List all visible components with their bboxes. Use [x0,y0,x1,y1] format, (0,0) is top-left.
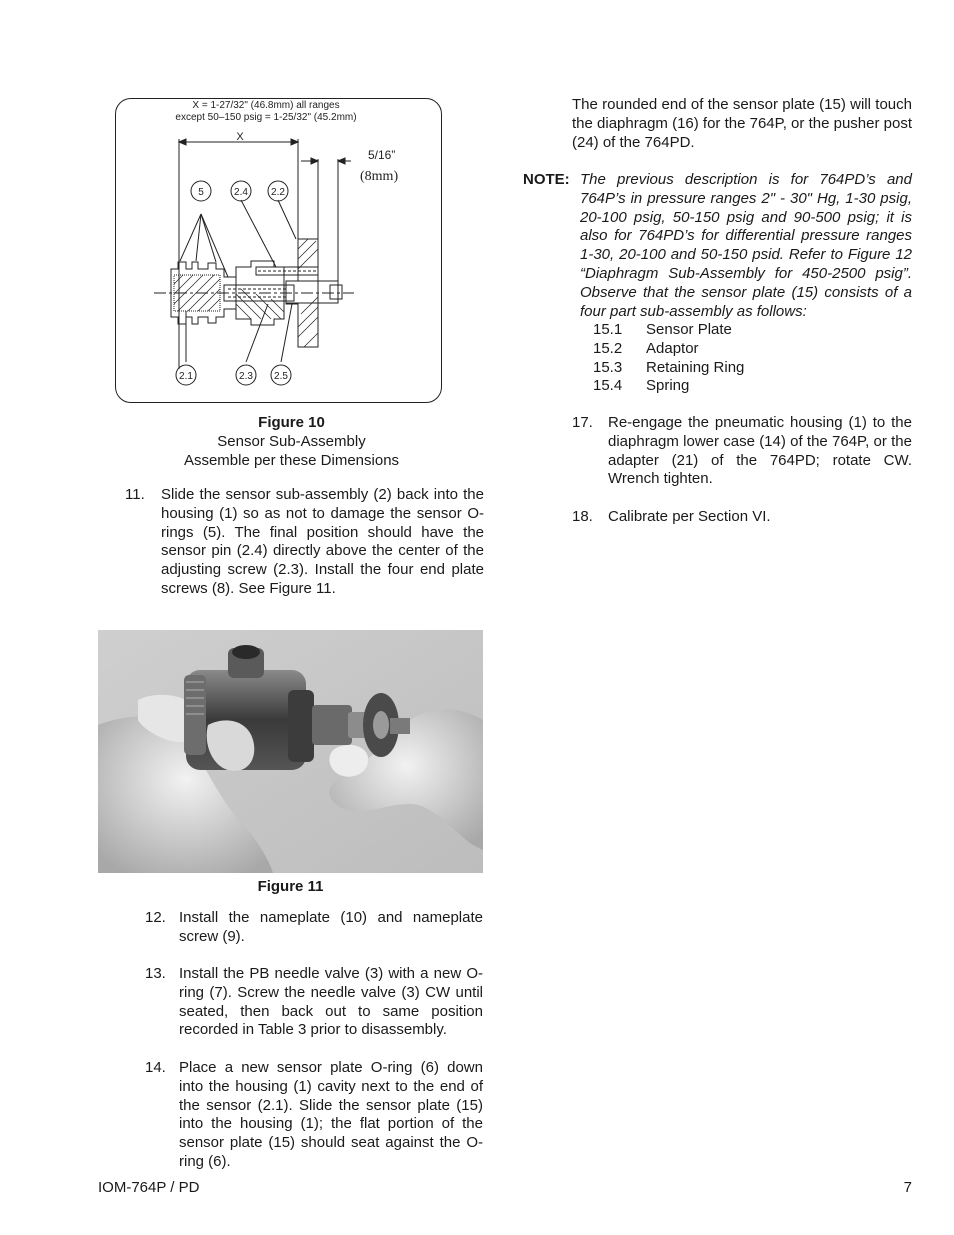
step-text: Place a new sensor plate O-ring (6) down into the housing (1) cavity next to the end of the sensor (2.1). Slide the sensor plate (15) into the housing (1); the flat portion of the sensor plate (15) should seat against the O-ring (6). [179,1059,483,1170]
sensor-assembly-diagram [116,99,441,402]
figure-11-photo [98,630,483,873]
figure-10-frame [115,98,442,403]
callout-label: 2.4 [234,187,248,198]
step-number: 13. [145,965,166,982]
step-text: Install the nameplate (10) and nameplate screw (9). [179,909,483,945]
footer-page-number: 7 [903,1179,912,1196]
figure-10-note-line1: X = 1-27/32" (46.8mm) all ranges [192,100,340,111]
callout-label: 2.1 [179,371,193,382]
figure-11-caption: Figure 11 [257,878,324,895]
step-11 [125,486,485,601]
sensor-plate-parts-list [593,321,843,396]
right-intro-paragraph: The rounded end of the sensor plate (15) will touch the diaphragm (16) for the 764P, or the pusher post (24) of the 764PD. [572,96,912,151]
step-number: 17. [572,414,593,431]
callout-label: 5 [198,187,204,198]
callout-label: 2.3 [239,371,253,382]
part-item [593,377,843,396]
part-number: 15.4 [593,377,623,395]
step-text: Calibrate per Section VI. [608,508,771,525]
part-name: Spring [646,377,690,395]
step-number: 12. [145,909,166,926]
hands-holding-sensor-housing-image [98,630,483,873]
step-18 [572,508,912,530]
part-name: Sensor Plate [646,321,732,338]
part-number: 15.2 [593,339,623,357]
step-17 [572,414,912,492]
dimension-mm-label: (8mm) [360,169,399,184]
part-number: 15.1 [593,321,623,338]
figure-10-note-line2: except 50–150 psig = 1-25/32" (45.2mm) [175,112,357,123]
part-item [593,321,843,340]
callout-label: 2.2 [271,187,285,198]
step-number: 14. [145,1059,166,1076]
figure-10-caption-line2: Assemble per these Dimensions [183,452,400,469]
dimension-x-label: X [236,131,244,143]
figure-10-caption-title: Figure 10 [258,414,325,431]
footer-document-id: IOM-764P / PD [98,1179,200,1196]
dimension-inch-label: 5/16” [368,148,396,162]
step-text: Re-engage the pneumatic housing (1) to the diaphragm lower case (14) of the 764P, or the adapter (21) of the 764PD; rotate CW. Wrench tighten. [608,414,912,488]
part-name: Adaptor [646,339,699,357]
callout-label: 2.5 [274,371,288,382]
part-name: Retaining Ring [646,358,745,376]
note-text: The previous description is for 764PD’s and 764P’s in pressure ranges 2" - 30" Hg, 1-30 psig, 20-100 psig, 50-150 psig and 90-500 psig; it is also for 764PD’s for differential pressure ranges 1-30, 20-100 and 50-150 psid. Refer to Figure 12 “Diaphragm Sub-Assembly for 450-2500 psig”. Observe that the sensor plate (15) consists of a four part sub-assembly as follows: [580,171,912,320]
step-12 [145,909,485,949]
figure-10-caption-line1: Sensor Sub-Assembly [217,433,366,450]
step-number: 11. [125,486,145,503]
step-14 [145,1059,485,1170]
part-number: 15.3 [593,358,623,376]
step-number: 18. [572,508,593,525]
step-text: Slide the sensor sub-assembly (2) back into the housing (1) so as not to damage the sensor O-rings (5). The final position should have the sensor pin (2.4) directly above the center of the adjusting screw (2.3). Install the four end plate screws (8). See Figure 11. [161,486,484,597]
step-text: Install the PB needle valve (3) with a new O-ring (7). Screw the needle valve (3) CW until seated, then back out to same position recorded in Table 3 prior to disassembly. [179,965,483,1039]
part-item [593,340,843,359]
part-item [593,359,843,378]
step-13 [145,965,485,1043]
note-label: NOTE: [523,171,570,188]
